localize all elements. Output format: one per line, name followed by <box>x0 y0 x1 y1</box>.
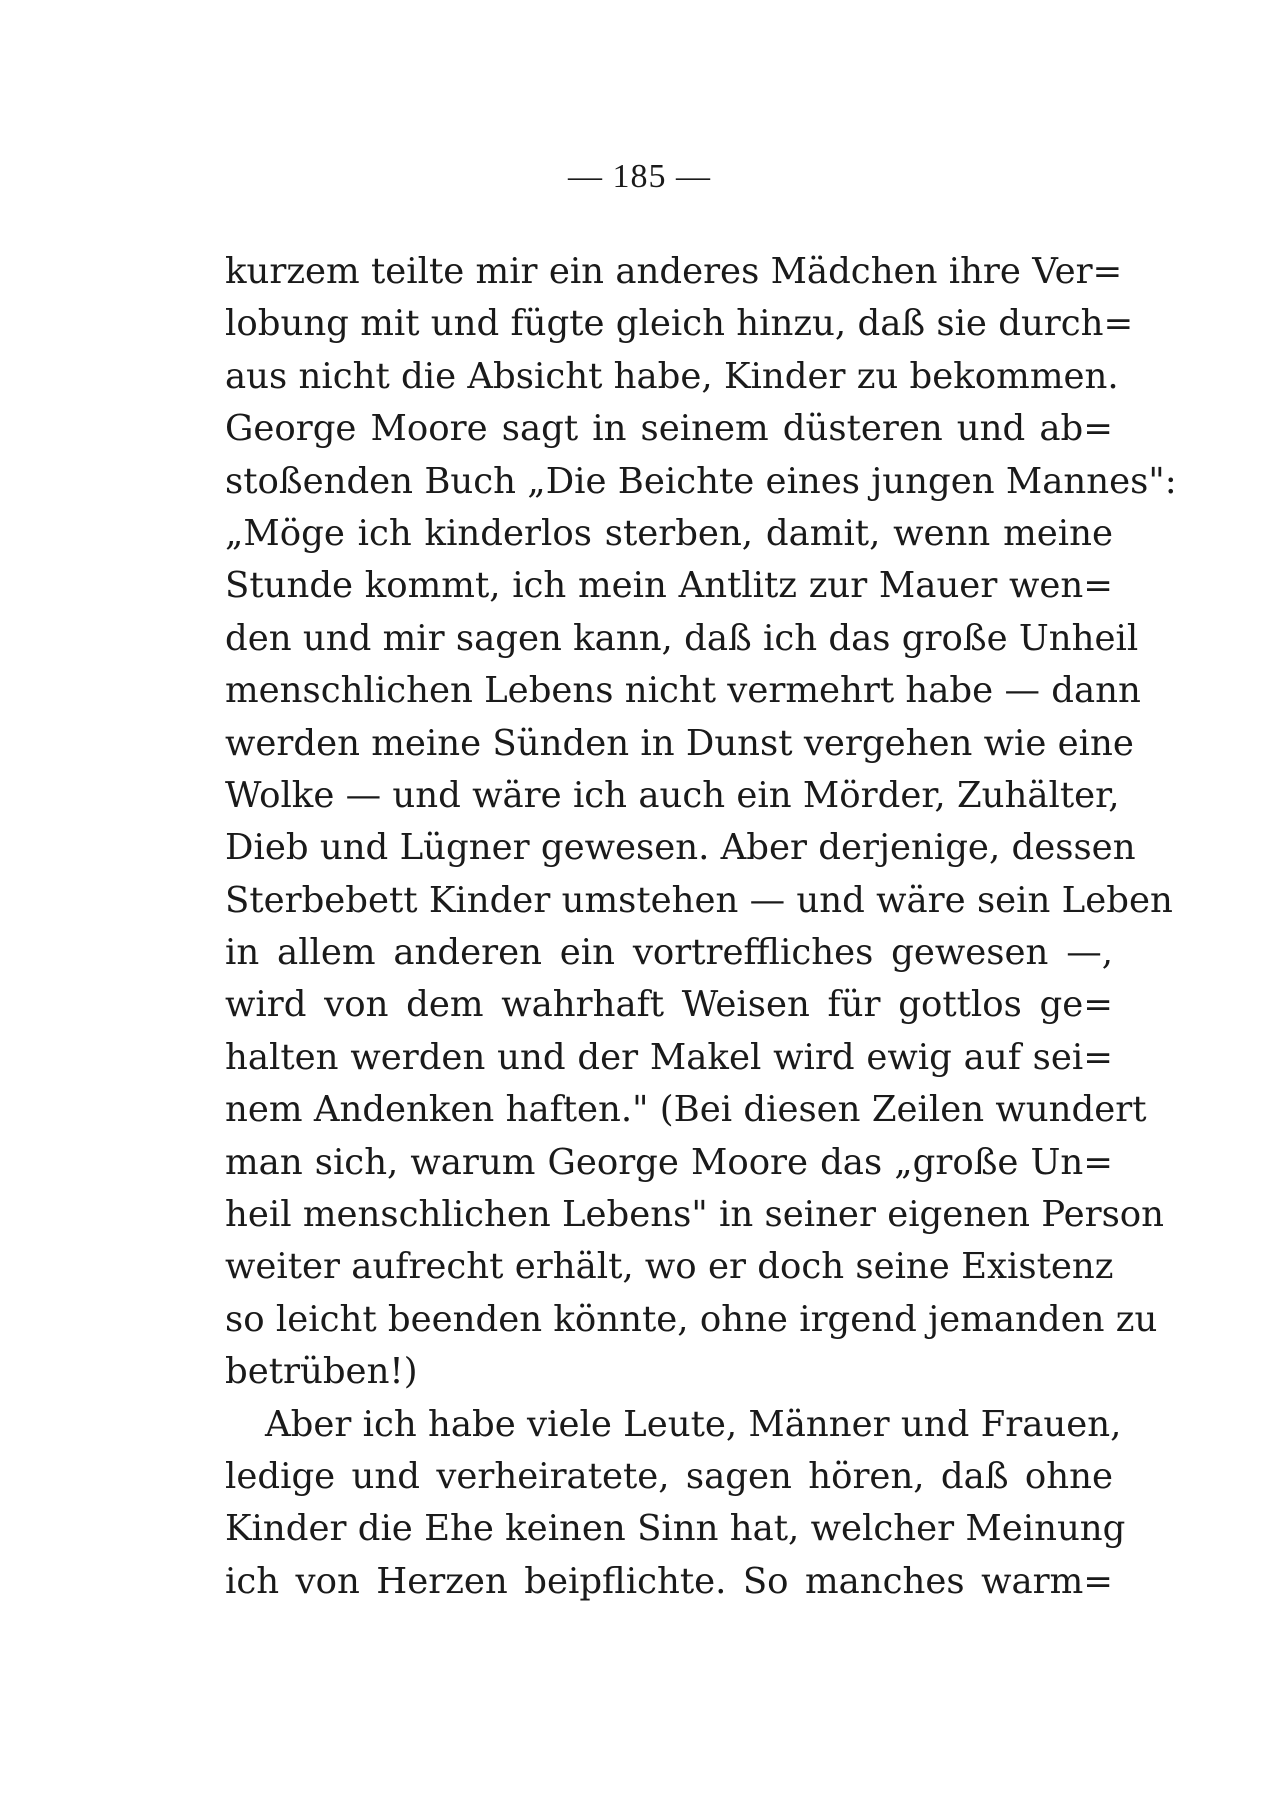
page-number: — 185 — <box>568 158 711 195</box>
paragraph-start-line: Aber ich habe viele Leute, Männer und Frauen, <box>265 1403 1122 1445</box>
text-line: in allem anderen ein vortreffliches gewesen —, <box>225 932 1113 974</box>
text-line: nem Andenken haften." (Bei diesen Zeilen wundert <box>225 1089 1147 1131</box>
text-line: so leicht beenden könnte, ohne irgend jemanden zu <box>225 1298 1158 1340</box>
text-line: halten werden und der Makel wird ewig auf sei= <box>225 1036 1113 1078</box>
text-line: George Moore sagt in seinem düsteren und ab= <box>225 408 1113 450</box>
text-line: lobung mit und fügte gleich hinzu, daß sie durch= <box>225 303 1134 345</box>
text-line: ich von Herzen beipflichte. So manches warm= <box>225 1560 1113 1602</box>
text-line: wird von dem wahrhaft Weisen für gottlos ge= <box>225 984 1113 1026</box>
text-line: weiter aufrecht erhält, wo er doch seine Existenz <box>225 1246 1114 1288</box>
text-line: Dieb und Lügner gewesen. Aber derjenige, dessen <box>225 827 1136 869</box>
text-line: stoßenden Buch „Die Beichte eines jungen Mannes": <box>225 460 1177 502</box>
text-line: Kinder die Ehe keinen Sinn hat, welcher Meinung <box>225 1508 1126 1550</box>
text-line: aus nicht die Absicht habe, Kinder zu bekommen. <box>225 355 1119 397</box>
text-line: Stunde kommt, ich mein Antlitz zur Mauer wen= <box>225 565 1113 607</box>
text-line: menschlichen Lebens nicht vermehrt habe — dann <box>225 670 1141 712</box>
text-line: Sterbebett Kinder umstehen — und wäre sein Leben <box>225 879 1173 921</box>
text-line: Wolke — und wäre ich auch ein Mörder, Zuhälter, <box>225 774 1120 816</box>
text-line: „Möge ich kinderlos sterben, damit, wenn meine <box>225 512 1113 554</box>
body-text <box>225 246 1177 1608</box>
text-line: den und mir sagen kann, daß ich das große Unheil <box>225 617 1139 659</box>
text-line: heil menschlichen Lebens" in seiner eigenen Person <box>225 1194 1165 1236</box>
text-line: ledige und verheiratete, sagen hören, daß ohne <box>225 1455 1113 1497</box>
text-line: man sich, warum George Moore das „große Un= <box>225 1141 1113 1183</box>
paragraph-end-line: betrüben!) <box>225 1351 418 1393</box>
text-line: werden meine Sünden in Dunst vergehen wie eine <box>225 722 1134 764</box>
text-line: kurzem teilte mir ein anderes Mädchen ihre Ver= <box>225 251 1123 292</box>
